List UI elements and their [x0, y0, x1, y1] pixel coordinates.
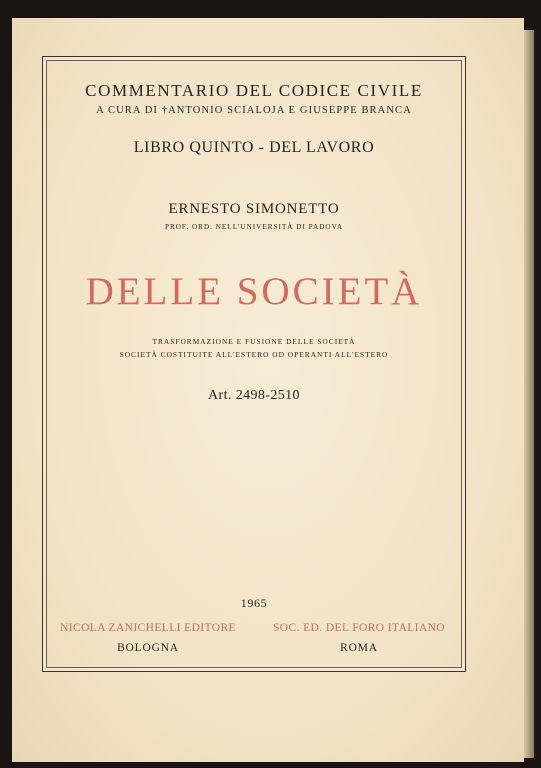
book-cover [12, 18, 524, 762]
page-edge-shadow [524, 30, 534, 758]
subtitle-line-1: TRASFORMAZIONE E FUSIONE DELLE SOCIETÀ [152, 337, 356, 346]
publication-year: 1965 [240, 596, 268, 610]
series-title: COMMENTARIO DEL CODICE CIVILE [85, 81, 423, 100]
main-title: DELLE SOCIETÀ [85, 270, 423, 313]
author-affiliation: PROF. ORD. NELL'UNIVERSITÀ DI PADOVA [164, 223, 344, 231]
editors-line: A CURA DI †ANTONIO SCIALOJA E GIUSEPPE BRANCA [96, 105, 412, 116]
article-range: Art. 2498-2510 [208, 388, 300, 403]
city-left: BOLOGNA [117, 642, 179, 654]
author-name: ERNESTO SIMONETTO [168, 201, 340, 217]
city-right: ROMA [340, 642, 378, 654]
book-volume: LIBRO QUINTO - DEL LAVORO [133, 139, 375, 156]
publisher-left: NICOLA ZANICHELLI EDITORE [60, 622, 236, 634]
subtitle-line-2: SOCIETÀ COSTITUITE ALL'ESTERO OD OPERANTI ALL'ESTERO [119, 350, 389, 359]
cover-border-frame [42, 56, 466, 672]
publisher-right: SOC. ED. DEL FORO ITALIANO [273, 622, 445, 634]
